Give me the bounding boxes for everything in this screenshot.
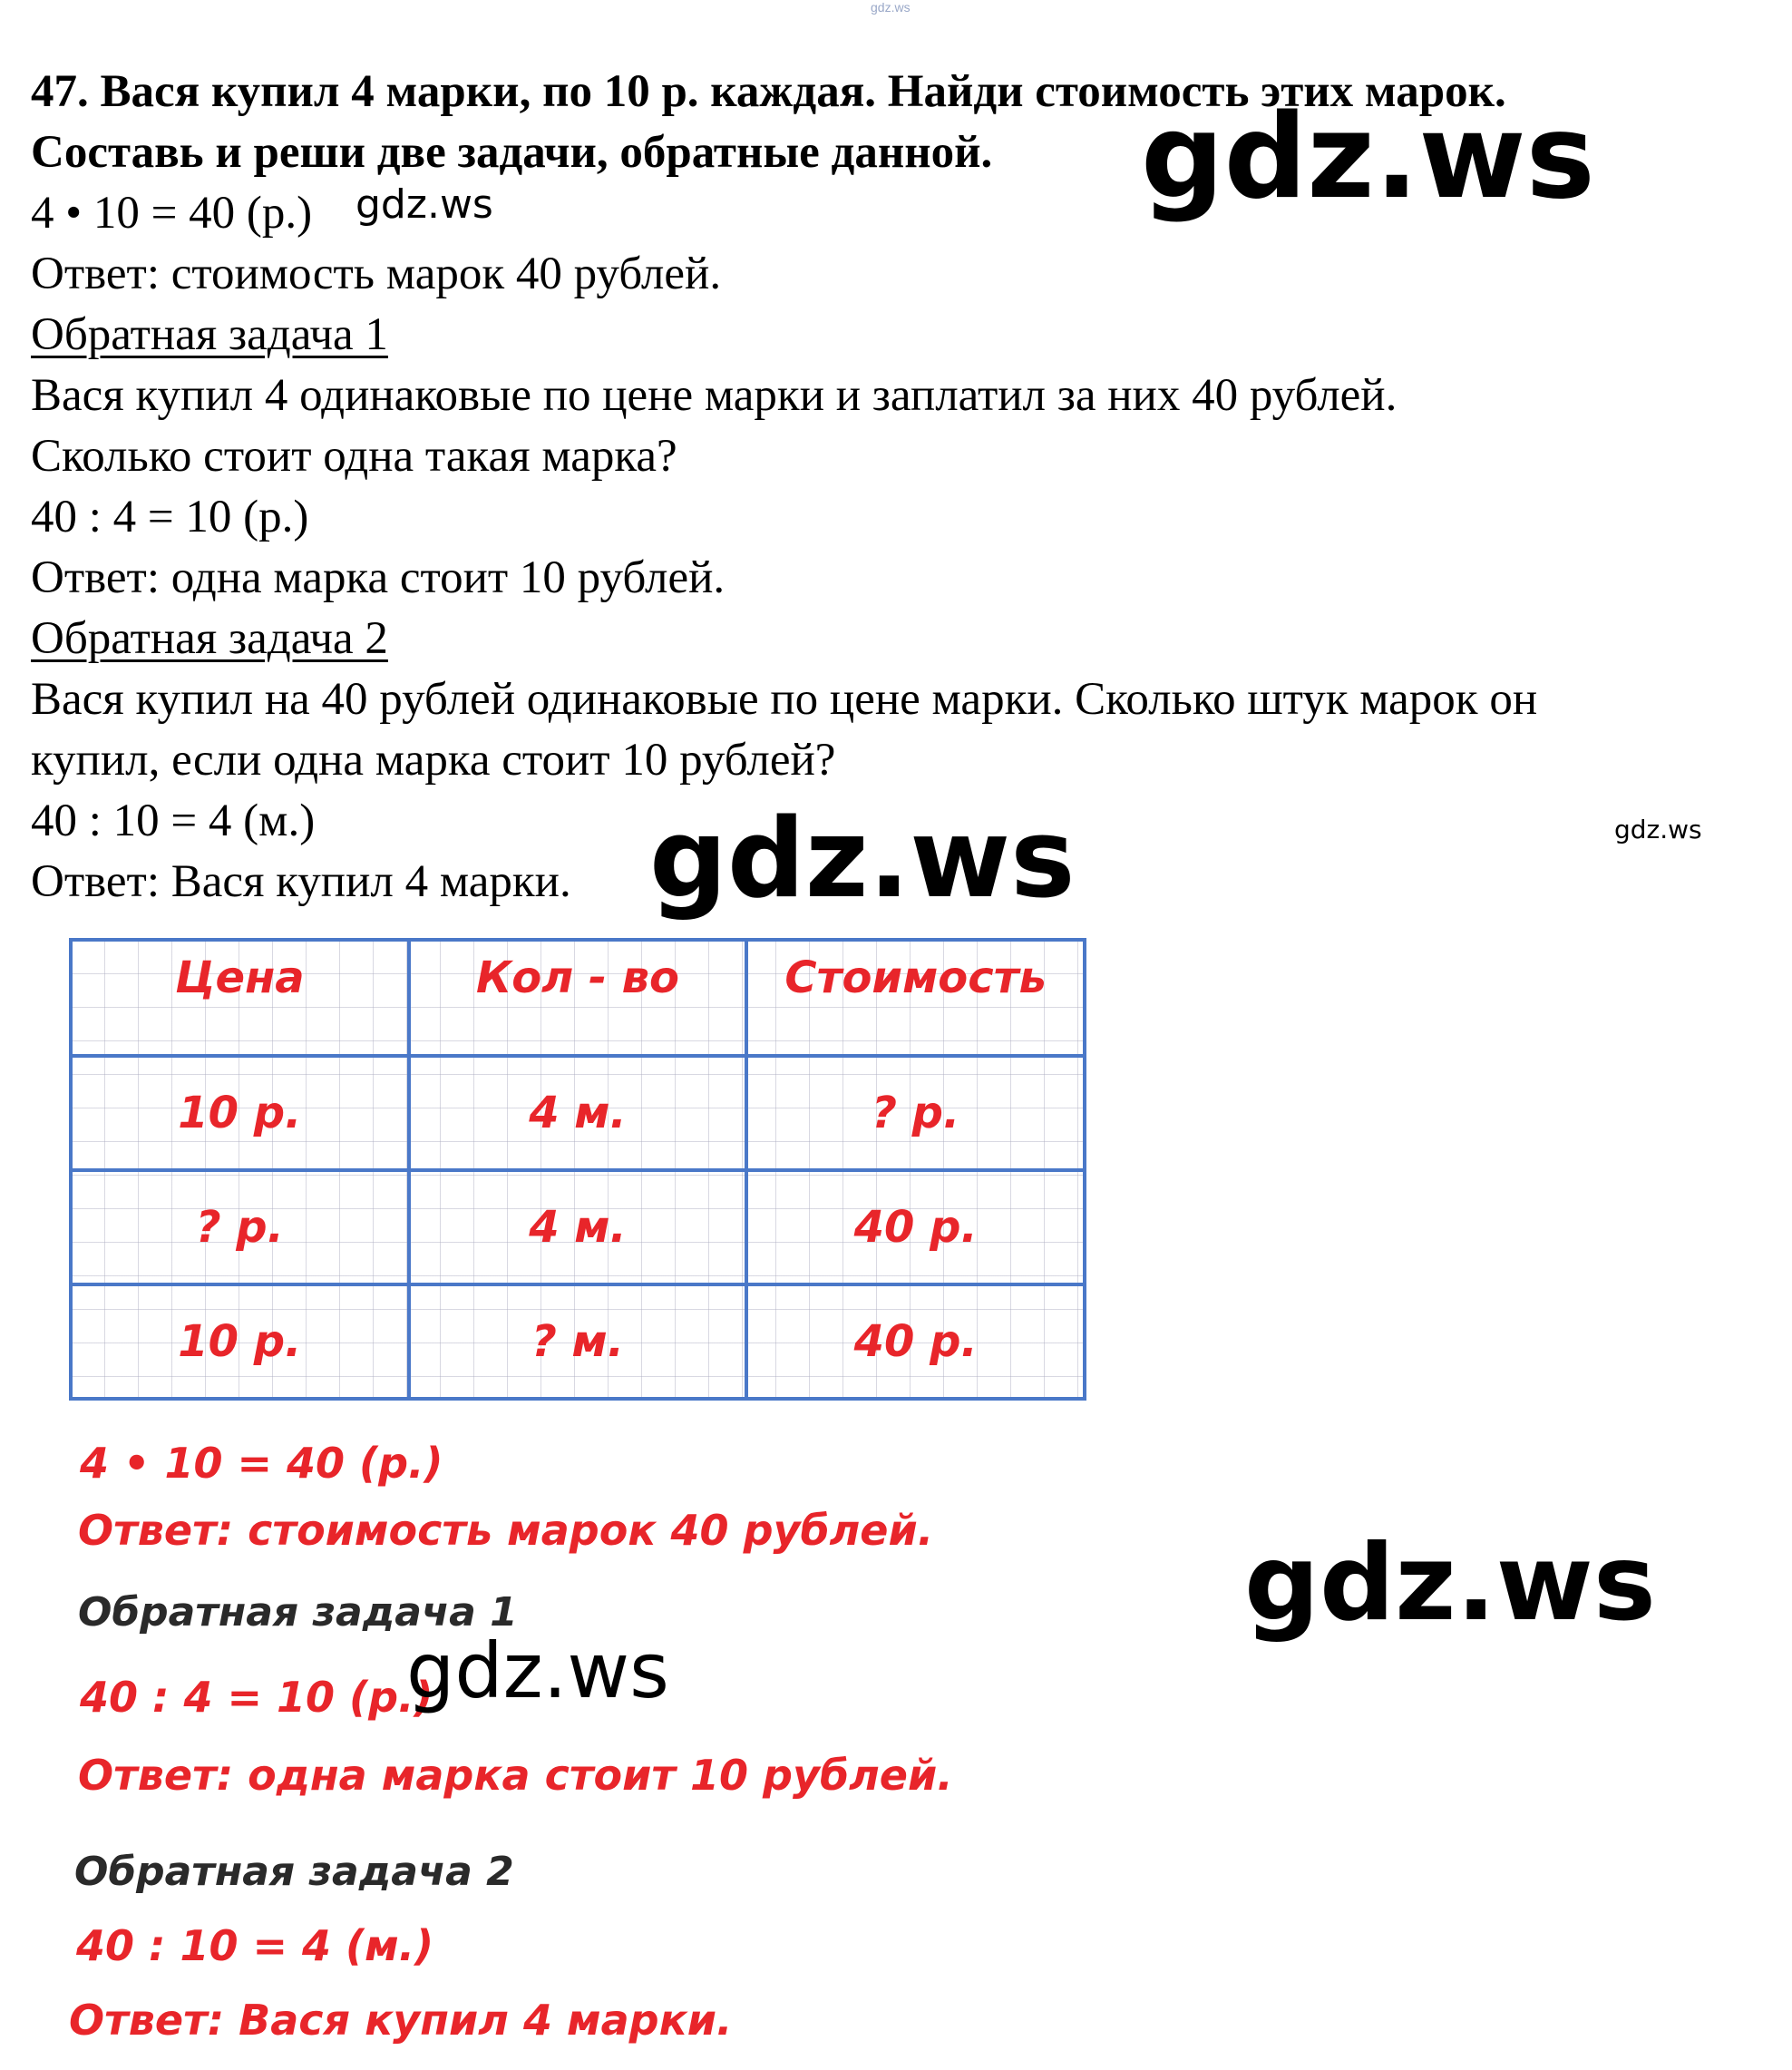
inverse1-heading: Обратная задача 1 bbox=[31, 309, 388, 360]
table-cell: ? р. bbox=[746, 1056, 1085, 1170]
notebook-answer-3: Ответ: Вася купил 4 марки. bbox=[69, 1996, 733, 2045]
table-cell: ? р. bbox=[71, 1170, 409, 1284]
inverse2-heading: Обратная задача 2 bbox=[31, 613, 388, 664]
notebook-solution-3: 40 : 10 = 4 (м.) bbox=[76, 1921, 434, 1970]
price-quantity-cost-table bbox=[69, 938, 1086, 1401]
table-header-price: Цена bbox=[71, 940, 409, 1056]
notebook-heading-2: Обратная задача 2 bbox=[74, 1849, 514, 1895]
notebook-solution-1: 4 • 10 = 40 (р.) bbox=[80, 1439, 443, 1488]
table-header-quantity: Кол - во bbox=[409, 940, 747, 1056]
inverse1-text-line1: Вася купил 4 одинаковые по цене марки и заплатил за них 40 рублей. bbox=[31, 370, 1398, 421]
notebook-heading-1: Обратная задача 1 bbox=[78, 1589, 518, 1635]
watermark-logo: gdz.ws bbox=[406, 1626, 669, 1715]
notebook-answer-2: Ответ: одна марка стоит 10 рублей. bbox=[78, 1751, 953, 1800]
watermark-logo: gdz.ws bbox=[355, 181, 493, 228]
notebook-answer-1: Ответ: стоимость марок 40 рублей. bbox=[78, 1506, 934, 1555]
inverse2-text-line1: Вася купил на 40 рублей одинаковые по цене марки. Сколько штук марок он bbox=[31, 674, 1538, 725]
table-cell: 10 р. bbox=[71, 1284, 409, 1399]
task-title-line2: Составь и реши две задачи, обратные данной. bbox=[31, 127, 993, 178]
inverse1-text-line2: Сколько стоит одна такая марка? bbox=[31, 431, 677, 482]
table-row bbox=[71, 1170, 1085, 1284]
notebook-solution-2: 40 : 4 = 10 (р.) bbox=[80, 1673, 433, 1722]
watermark-logo: gdz.ws bbox=[1614, 815, 1702, 845]
task-title-line1: 47. Вася купил 4 марки, по 10 р. каждая. Найди стоимость этих марок. bbox=[31, 66, 1506, 117]
table-cell: 4 м. bbox=[409, 1170, 747, 1284]
task-solution: 4 • 10 = 40 (р.) bbox=[31, 188, 313, 239]
inverse2-answer: Ответ: Вася купил 4 марки. bbox=[31, 856, 571, 907]
inverse1-solution: 40 : 4 = 10 (р.) bbox=[31, 492, 309, 542]
inverse1-answer: Ответ: одна марка стоит 10 рублей. bbox=[31, 552, 726, 603]
table-cell: 4 м. bbox=[409, 1056, 747, 1170]
table-cell: 40 р. bbox=[746, 1284, 1085, 1399]
table-header-row bbox=[71, 940, 1085, 1056]
watermark-logo: gdz.ws bbox=[1141, 90, 1595, 225]
watermark-logo: gdz.ws bbox=[1244, 1522, 1656, 1645]
task-answer: Ответ: стоимость марок 40 рублей. bbox=[31, 249, 722, 299]
table-row bbox=[71, 1056, 1085, 1170]
watermark-logo: gdz.ws bbox=[649, 796, 1076, 923]
table-cell: ? м. bbox=[409, 1284, 747, 1399]
inverse2-text-line2: купил, если одна марка стоит 10 рублей? bbox=[31, 735, 836, 786]
watermark-top: gdz.ws bbox=[871, 0, 911, 15]
table-row bbox=[71, 1284, 1085, 1399]
table-header-cost: Стоимость bbox=[746, 940, 1085, 1056]
table-cell: 40 р. bbox=[746, 1170, 1085, 1284]
table-cell: 10 р. bbox=[71, 1056, 409, 1170]
inverse2-solution: 40 : 10 = 4 (м.) bbox=[31, 796, 316, 846]
